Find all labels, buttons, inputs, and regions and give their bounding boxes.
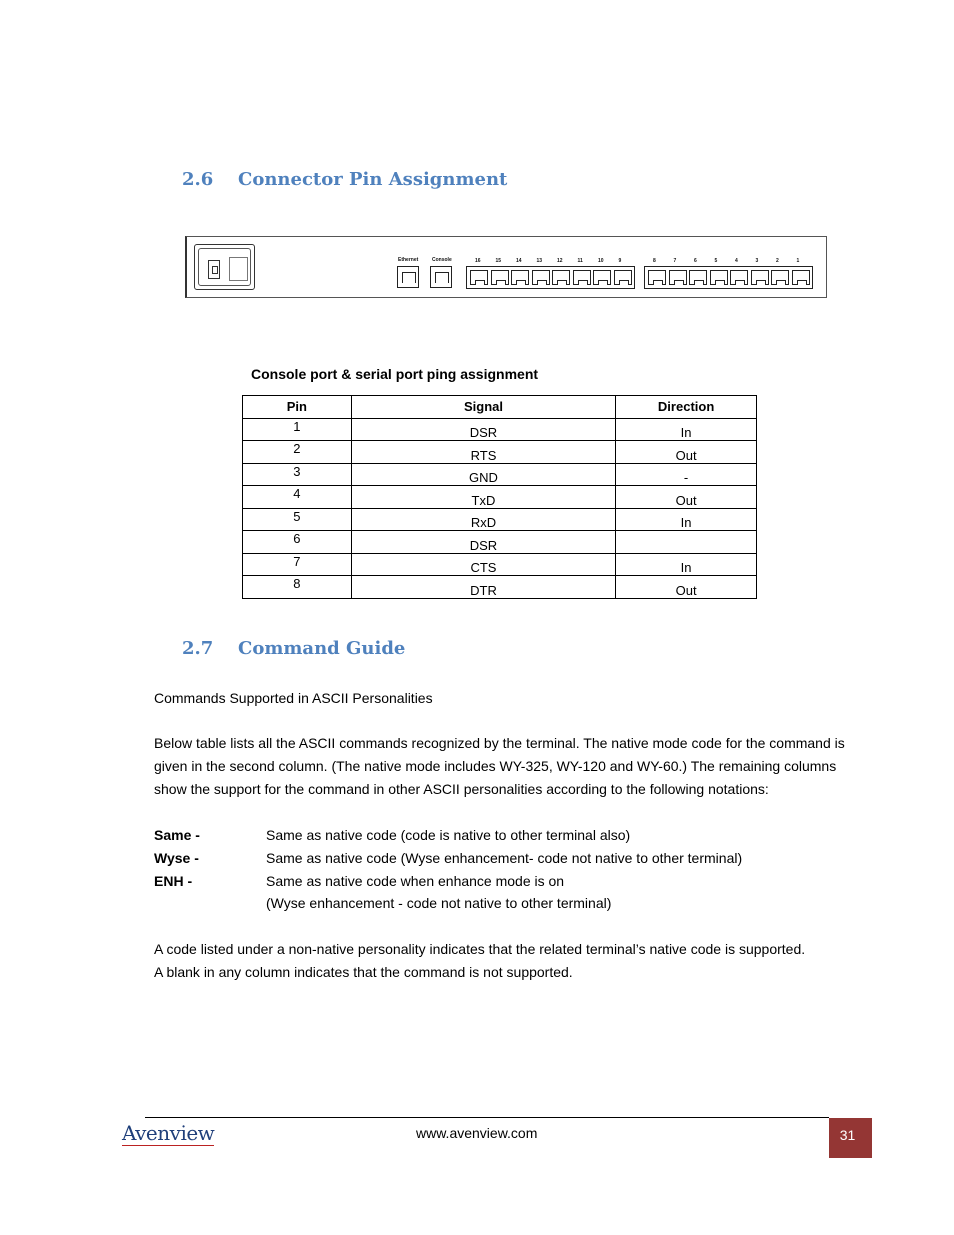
console-port-icon xyxy=(430,266,452,288)
serial-port-number: 16 xyxy=(475,258,481,264)
closing-paragraph xyxy=(154,938,805,984)
serial-port-icon xyxy=(593,270,611,285)
table-header-row xyxy=(243,396,757,419)
section-heading-2-6 xyxy=(182,169,507,190)
serial-port-icon xyxy=(771,270,789,285)
direction-cell: Out xyxy=(616,441,757,464)
serial-port-group-8-1 xyxy=(644,266,813,289)
signal-cell: TxD xyxy=(351,486,615,509)
power-inlet-icon xyxy=(194,244,255,290)
table-row xyxy=(243,576,757,599)
serial-port-number: 3 xyxy=(755,258,759,264)
serial-port-number: 14 xyxy=(516,258,522,264)
signal-cell: DSR xyxy=(351,418,615,441)
table-row xyxy=(243,486,757,509)
table-row xyxy=(243,553,757,576)
serial-port-number: 10 xyxy=(598,258,604,264)
signal-cell: GND xyxy=(351,463,615,486)
serial-port-icon xyxy=(511,270,529,285)
serial-port-icon xyxy=(710,270,728,285)
pin-cell: 6 xyxy=(243,531,352,554)
pin-cell: 8 xyxy=(243,576,352,599)
pin-cell: 3 xyxy=(243,463,352,486)
table-row xyxy=(243,463,757,486)
section-number: 2.6 xyxy=(182,169,214,190)
rear-panel-illustration xyxy=(185,236,827,298)
pin-cell: 4 xyxy=(243,486,352,509)
serial-port-icon xyxy=(470,270,488,285)
intro-text: Commands Supported in ASCII Personalities xyxy=(154,690,433,706)
direction-cell xyxy=(616,531,757,554)
ethernet-label: Ethernet xyxy=(398,257,419,263)
notation-desc: Same as native code (Wyse enhancement- code not native to other terminal) xyxy=(266,850,743,866)
header-pin: Pin xyxy=(243,396,352,419)
direction-cell: Out xyxy=(616,486,757,509)
serial-port-number: 13 xyxy=(536,258,543,264)
serial-port-icon xyxy=(689,270,707,285)
pin-cell: 1 xyxy=(243,418,352,441)
signal-cell: RTS xyxy=(351,441,615,464)
serial-port-number: 4 xyxy=(735,258,738,264)
notation-term: Same - xyxy=(154,827,200,843)
paragraph-line: given in the second column. (The native mode includes WY-325, WY-120 and WY-60.) The remaining columns xyxy=(154,758,837,774)
paragraph-line: A code listed under a non-native personality indicates that the related terminal’s native code is supported. xyxy=(154,941,806,957)
serial-port-icon xyxy=(491,270,509,285)
pin-cell: 5 xyxy=(243,508,352,531)
header-signal: Signal xyxy=(351,396,615,419)
serial-port-icon xyxy=(669,270,687,285)
serial-port-number: 15 xyxy=(495,258,502,264)
paragraph-line: show the support for the command in other ASCII personalities according to the following notations: xyxy=(154,781,769,797)
signal-cell: DSR xyxy=(351,531,615,554)
direction-cell: In xyxy=(616,553,757,576)
page-number: 31 xyxy=(829,1118,872,1158)
serial-port-icon xyxy=(573,270,591,285)
serial-port-number: 12 xyxy=(557,258,563,264)
paragraph-line: A blank in any column indicates that the command is not supported. xyxy=(154,964,573,980)
console-label: Console xyxy=(432,257,452,263)
table-caption: Console port & serial port ping assignment xyxy=(251,366,539,382)
serial-port-number: 11 xyxy=(577,258,583,264)
notation-desc: (Wyse enhancement - code not native to other terminal) xyxy=(266,895,612,911)
power-switch-icon xyxy=(208,260,220,279)
pin-cell: 2 xyxy=(243,441,352,464)
direction-cell: In xyxy=(616,508,757,531)
pin-cell: 7 xyxy=(243,553,352,576)
section-title: Command Guide xyxy=(238,638,406,659)
serial-port-icon xyxy=(614,270,632,285)
serial-port-number: 7 xyxy=(673,258,677,264)
section-title: Connector Pin Assignment xyxy=(238,169,508,190)
ethernet-port-icon xyxy=(397,266,419,288)
table-row xyxy=(243,418,757,441)
signal-cell: RxD xyxy=(351,508,615,531)
signal-cell: CTS xyxy=(351,553,615,576)
serial-port-number: 2 xyxy=(776,258,779,264)
serial-port-number: 1 xyxy=(796,258,800,264)
pin-assignment-table xyxy=(242,395,757,599)
avenview-logo: Avenview xyxy=(122,1121,215,1145)
direction-cell: Out xyxy=(616,576,757,599)
table-row xyxy=(243,441,757,464)
signal-cell: DTR xyxy=(351,576,615,599)
serial-port-icon xyxy=(552,270,570,285)
serial-port-group-16-9 xyxy=(466,266,635,289)
notation-term: ENH - xyxy=(154,873,193,889)
serial-port-icon xyxy=(532,270,550,285)
serial-port-number: 8 xyxy=(653,258,656,264)
footer-divider xyxy=(145,1117,829,1118)
table-row xyxy=(243,531,757,554)
notation-desc: Same as native code when enhance mode is on xyxy=(266,873,565,889)
footer-url: www.avenview.com xyxy=(416,1125,538,1141)
section-heading-2-7 xyxy=(182,638,405,659)
serial-port-number: 9 xyxy=(618,258,622,264)
serial-port-icon xyxy=(792,270,810,285)
header-direction: Direction xyxy=(616,396,757,419)
serial-port-icon xyxy=(730,270,748,285)
description-paragraph xyxy=(154,732,845,801)
notation-desc: Same as native code (code is native to other terminal also) xyxy=(266,827,631,843)
serial-port-number: 6 xyxy=(694,258,697,264)
paragraph-line: Below table lists all the ASCII commands recognized by the terminal. The native mode code for the command is xyxy=(154,735,845,751)
serial-port-number: 5 xyxy=(714,258,718,264)
serial-port-icon xyxy=(648,270,666,285)
direction-cell: In xyxy=(616,418,757,441)
direction-cell: - xyxy=(616,463,757,486)
serial-port-icon xyxy=(751,270,769,285)
section-number: 2.7 xyxy=(182,638,214,659)
notation-term: Wyse - xyxy=(154,850,199,866)
table-row xyxy=(243,508,757,531)
